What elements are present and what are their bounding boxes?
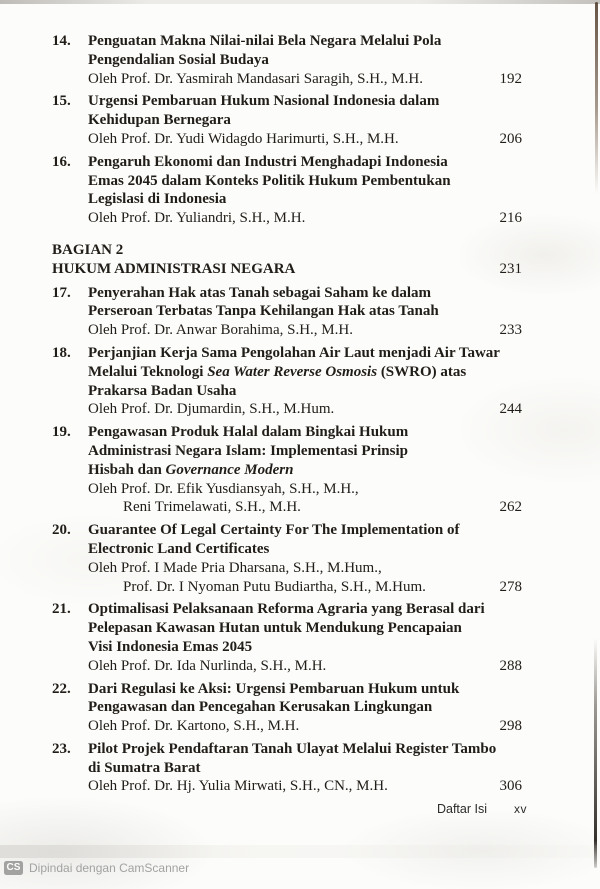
title-italic-segment: Governance Modern [165,461,294,478]
title-segment: Prakarsa Badan Usaha [88,382,237,399]
entry-author-text: Oleh Prof. Dr. Ida Nurlinda, S.H., M.H. [88,657,327,674]
entry-title-text [88,540,522,559]
entry-author-text: Oleh Prof. Dr. Anwar Borahima, S.H., M.H. [88,322,353,339]
title-segment: Perjanjian Kerja Sama Pengolahan Air Laut menjadi Air Tawar [88,344,500,361]
toc-entry [52,521,522,596]
entry-author-text: Oleh Prof. Dr. Yasmirah Mandasari Saragih, S.H., M.H. [88,70,423,87]
entry-title-text [88,92,522,111]
entry-number: 17. [52,284,71,301]
section-label: BAGIAN 2 [52,241,124,258]
title-segment: Urgensi Pembaruan Hukum Nasional Indonesia dalam [88,93,440,110]
footer-section-label: Daftar Isi [436,802,487,816]
entry-title-line [52,521,522,540]
entry-page-number: 278 [499,578,522,595]
title-segment: Optimalisasi Pelaksanaan Reforma Agraria yang Berasal dari [88,601,485,618]
scan-top-edge-artifact [0,0,600,4]
entry-author-text: Prof. Dr. I Nyoman Putu Budiartha, S.H., M.Hum. [123,578,426,595]
entry-title-line [52,284,522,303]
camscanner-watermark [4,859,189,877]
entry-author-text: Oleh Prof. Dr. Yuliandri, S.H., M.H. [88,210,306,227]
entry-author-line [52,70,522,89]
entry-author-line [52,578,522,597]
entry-title-line [52,759,522,778]
footer-page-number: xv [514,802,527,816]
entry-title-text [88,461,522,480]
entry-title-text [88,423,522,442]
entry-page-number: 192 [499,70,522,87]
title-segment: Penguatan Makna Nilai-nilai Bela Negara Melalui Pola [88,33,442,49]
camscanner-logo-icon: CS [4,861,23,875]
entry-title-line [52,51,522,70]
camscanner-watermark-text: Dipindai dengan CamScanner [29,861,190,875]
entry-author-line [52,130,522,149]
entry-number: 19. [52,424,71,441]
entry-title-line [52,698,522,717]
title-segment: Dari Regulasi ke Aksi: Urgensi Pembaruan Hukum untuk [88,680,460,697]
entry-title-text [88,172,522,191]
entry-title-line [52,382,522,401]
section-label-line [52,241,522,260]
entry-page-number: 206 [499,130,522,147]
toc-entry [52,680,522,736]
entry-title-text [88,302,522,321]
section-title-line [52,260,522,279]
entry-author-line [52,209,522,228]
entry-page-number: 306 [499,778,522,795]
title-segment: Visi Indonesia Emas 2045 [88,638,253,655]
title-segment: Electronic Land Certificates [88,540,270,557]
title-segment: Pelepasan Kawasan Hutan untuk Mendukung Pencapaian [88,620,462,637]
entry-page-number: 288 [499,657,522,674]
entry-title-line [52,190,522,209]
entry-title-text [88,442,522,461]
entry-author-text: Oleh Prof. I Made Pria Dharsana, S.H., M.Hum., [88,559,382,576]
entry-title-text [88,111,522,130]
entry-page-number: 244 [499,401,522,418]
entry-title-line [52,111,522,130]
title-segment: Perseroan Terbatas Tanpa Kehilangan Hak atas Tanah [88,303,439,320]
toc-entry [52,92,522,148]
entry-title-text [88,680,522,699]
title-segment: Legislasi di Indonesia [88,191,227,208]
title-segment: Pengawasan Produk Halal dalam Bingkai Hukum [88,424,409,441]
entry-title-line [52,344,522,363]
entry-author-text: Reni Trimelawati, S.H., M.H. [123,499,301,516]
title-segment: Hisbah dan [88,461,166,478]
entry-title-text [88,740,522,759]
entry-title-line [52,638,522,657]
entry-title-text [88,153,522,172]
title-segment: Kehidupan Bernegara [88,112,231,129]
entry-title-line [52,423,522,442]
entry-title-line [52,363,522,382]
entry-title-text [88,619,522,638]
entry-title-text [88,363,522,382]
toc-entry [52,600,522,675]
entry-author-line [52,559,522,578]
entry-title-line [52,680,522,699]
entry-number: 22. [52,680,71,697]
entry-author-text: Oleh Prof. Dr. Yudi Widagdo Harimurti, S.H., M.H. [88,130,399,147]
entry-page-number: 233 [499,322,522,339]
entry-number: 16. [52,153,71,170]
entry-title-line [52,32,522,51]
entry-page-number: 216 [499,210,522,227]
entry-author-line [52,777,522,796]
page-footer [0,802,527,816]
entry-author-text: Oleh Prof. Dr. Djumardin, S.H., M.Hum. [88,401,335,418]
entry-number: 21. [52,601,71,618]
entry-title-line [52,172,522,191]
entry-title-text [88,382,522,401]
title-segment: di Sumatra Barat [88,759,201,776]
entry-title-line [52,302,522,321]
entry-page-number: 298 [499,718,522,735]
entry-number: 23. [52,740,71,757]
title-italic-segment: Sea Water Reverse Osmosis [207,363,378,380]
entry-title-text [88,190,522,209]
toc-entry [52,423,522,517]
title-segment: Pengendalian Sosial Budaya [88,51,269,68]
title-segment: Pengawasan dan Pencegahan Kerusakan Lingkungan [88,699,433,716]
title-segment: Pengaruh Ekonomi dan Industri Menghadapi Indonesia [88,153,448,170]
entry-title-line [52,540,522,559]
entry-title-text [88,32,522,51]
toc-entry [52,740,522,796]
entry-title-text [88,600,522,619]
entry-title-line [52,740,522,759]
title-segment: Guarantee Of Legal Certainty For The Implementation of [88,522,460,539]
entry-title-line [52,153,522,172]
title-segment: Melalui Teknologi [88,363,208,380]
entry-title-line [52,92,522,111]
entry-title-text [88,638,522,657]
entry-title-text [88,759,522,778]
entry-author-text: Oleh Prof. Dr. Efik Yusdiansyah, S.H., M.H., [88,480,359,497]
table-of-contents [52,32,522,800]
entry-title-text [88,284,522,303]
entry-title-text [88,521,522,540]
entry-number: 14. [52,33,71,49]
entry-title-line [52,619,522,638]
scan-right-edge-artifact-top [595,2,598,194]
title-segment: Penyerahan Hak atas Tanah sebagai Saham ke dalam [88,284,431,301]
title-segment: (SWRO) atas [377,363,467,380]
entry-title-line [52,461,522,480]
toc-entry [52,344,522,419]
entry-title-text [88,51,522,70]
entry-title-line [52,442,522,461]
entry-number: 15. [52,93,71,110]
toc-entry [52,284,522,340]
entry-author-line [52,321,522,340]
section-page-number: 231 [499,260,522,277]
title-segment: Administrasi Negara Islam: Implementasi Prinsip [88,442,408,459]
entry-author-line [52,400,522,419]
entry-title-text [88,698,522,717]
scan-shadow-band [0,845,600,858]
entry-title-line [52,600,522,619]
entry-author-line [52,657,522,676]
entry-author-line [52,498,522,517]
entry-author-text: Oleh Prof. Dr. Hj. Yulia Mirwati, S.H., CN., M.H. [88,778,388,795]
entry-number: 20. [52,522,71,539]
entry-title-text [88,344,522,363]
entry-author-line [52,717,522,736]
toc-entry [52,32,522,88]
toc-entry [52,153,522,228]
scan-right-edge-artifact-bottom [594,638,597,868]
entry-author-text: Oleh Prof. Dr. Kartono, S.H., M.H. [88,718,300,735]
title-segment: Emas 2045 dalam Konteks Politik Hukum Pembentukan [88,172,451,189]
section-heading [52,241,522,279]
entry-page-number: 262 [499,499,522,516]
entry-author-line [52,480,522,499]
entry-number: 18. [52,344,71,361]
title-segment: Pilot Projek Pendaftaran Tanah Ulayat Melalui Register Tambo [88,740,497,757]
section-title: HUKUM ADMINISTRASI NEGARA [52,260,296,277]
